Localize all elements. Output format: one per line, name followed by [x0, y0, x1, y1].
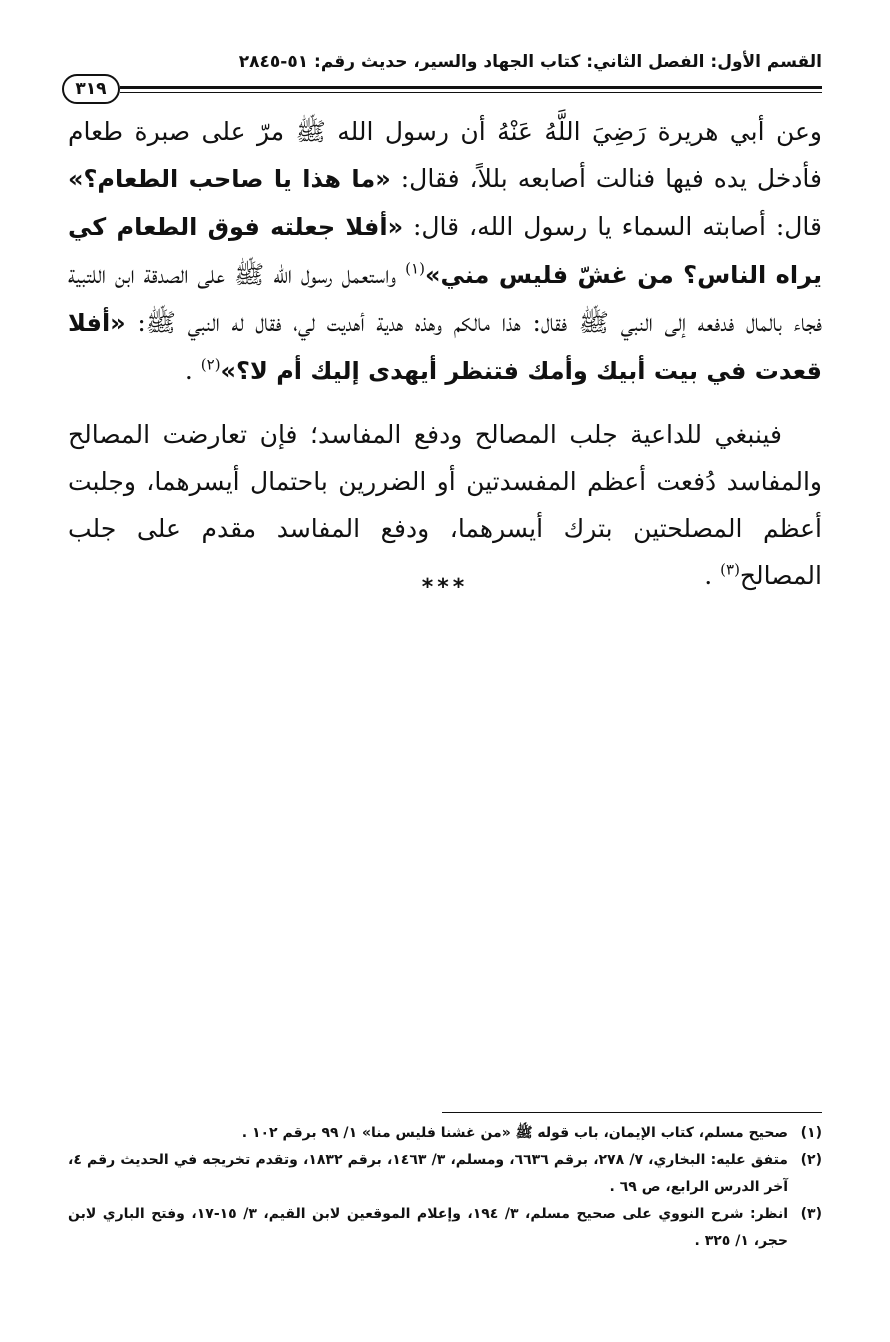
footnote-marker: (١): [405, 259, 425, 278]
footnote-marker: (٣): [720, 560, 740, 579]
footnote: [68, 1120, 822, 1147]
page-number: ٣١٩: [62, 74, 120, 104]
narration-text: قال: أصابته السماء يا رسول الله، قال:: [403, 212, 822, 241]
running-header: القسم الأول: الفصل الثاني: كتاب الجهاد والسير، حديث رقم: ٥١-٢٨٤٥: [238, 52, 822, 72]
footnote: [68, 1147, 822, 1201]
narration-text: وعن أبي هريرة رَضِيَ اللَّهُ عَنْهُ أن رسول الله ﷺ مرّ على صبرة طعام فأدخل يده فيها فنالت أصابعه بللاً، فقال:: [68, 117, 822, 193]
footnote-text: صحيح مسلم، كتاب الإيمان، باب قوله ﷺ «من غشنا فليس منا» ١/ ٩٩ برقم ١٠٢ .: [241, 1125, 788, 1141]
paragraph-end: .: [704, 561, 721, 590]
footnote-number: (٢): [800, 1152, 822, 1168]
footnote-number: (١): [800, 1125, 822, 1141]
footnote-text: متفق عليه: البخاري، ٧/ ٢٧٨، برقم ٦٦٣٦، ومسلم، ٣/ ١٤٦٣، برقم ١٨٣٢، وتقدم تخريجه في الحديث رقم ٤، آخر الدرس الرابع، ص ٦٩ .: [68, 1152, 788, 1195]
commentary-text: فينبغي للداعية جلب المصالح ودفع المفاسد؛ فإن تعارضت المصالح والمفاسد دُفعت أعظم المفسدتين أو الضررين باحتمال أيسرهما، وجلبت أعظم المصلحتين بترك أيسرهما، ودفع المفاسد مقدم على جلب المصالح: [68, 420, 822, 590]
narration-text: واستعمل رسول الله ﷺ على الصدقة ابن اللتبية فجاء بالمال فدفعه إلى النبي ﷺ فقال: هذا مالكم وهذه هدية أهديت لي، فقال له النبي ﷺ:: [68, 260, 822, 337]
hadith-quote: «أفلا جعلته فوق الطعام كي يراه الناس؟ من غشّ فليس مني»: [68, 213, 823, 289]
paragraph-hadith: [68, 108, 822, 395]
footnote-number: (٣): [800, 1206, 822, 1222]
footnotes: [68, 1120, 822, 1255]
hadith-quote: «ما هذا يا صاحب الطعام؟»: [68, 165, 391, 193]
section-separator: ***: [421, 575, 469, 600]
paragraph-commentary: [68, 411, 822, 599]
footnote-marker: (٢): [200, 355, 221, 374]
main-text: [68, 108, 822, 615]
footnote-rule: [442, 1112, 822, 1113]
footnote: [68, 1201, 822, 1255]
header-rule-thin: [120, 92, 822, 93]
footnote-text: انظر: شرح النووي على صحيح مسلم، ٣/ ١٩٤، وإعلام الموقعين لابن القيم، ٣/ ١٥-١٧، وفتح الباري لابن حجر، ١/ ٣٢٥ .: [68, 1206, 788, 1249]
paragraph-end: .: [184, 356, 201, 385]
hadith-quote: «أفلا قعدت في بيت أبيك وأمك فتنظر أيهدى إليك أم لا؟»: [68, 309, 822, 385]
header-rule: [120, 86, 822, 89]
